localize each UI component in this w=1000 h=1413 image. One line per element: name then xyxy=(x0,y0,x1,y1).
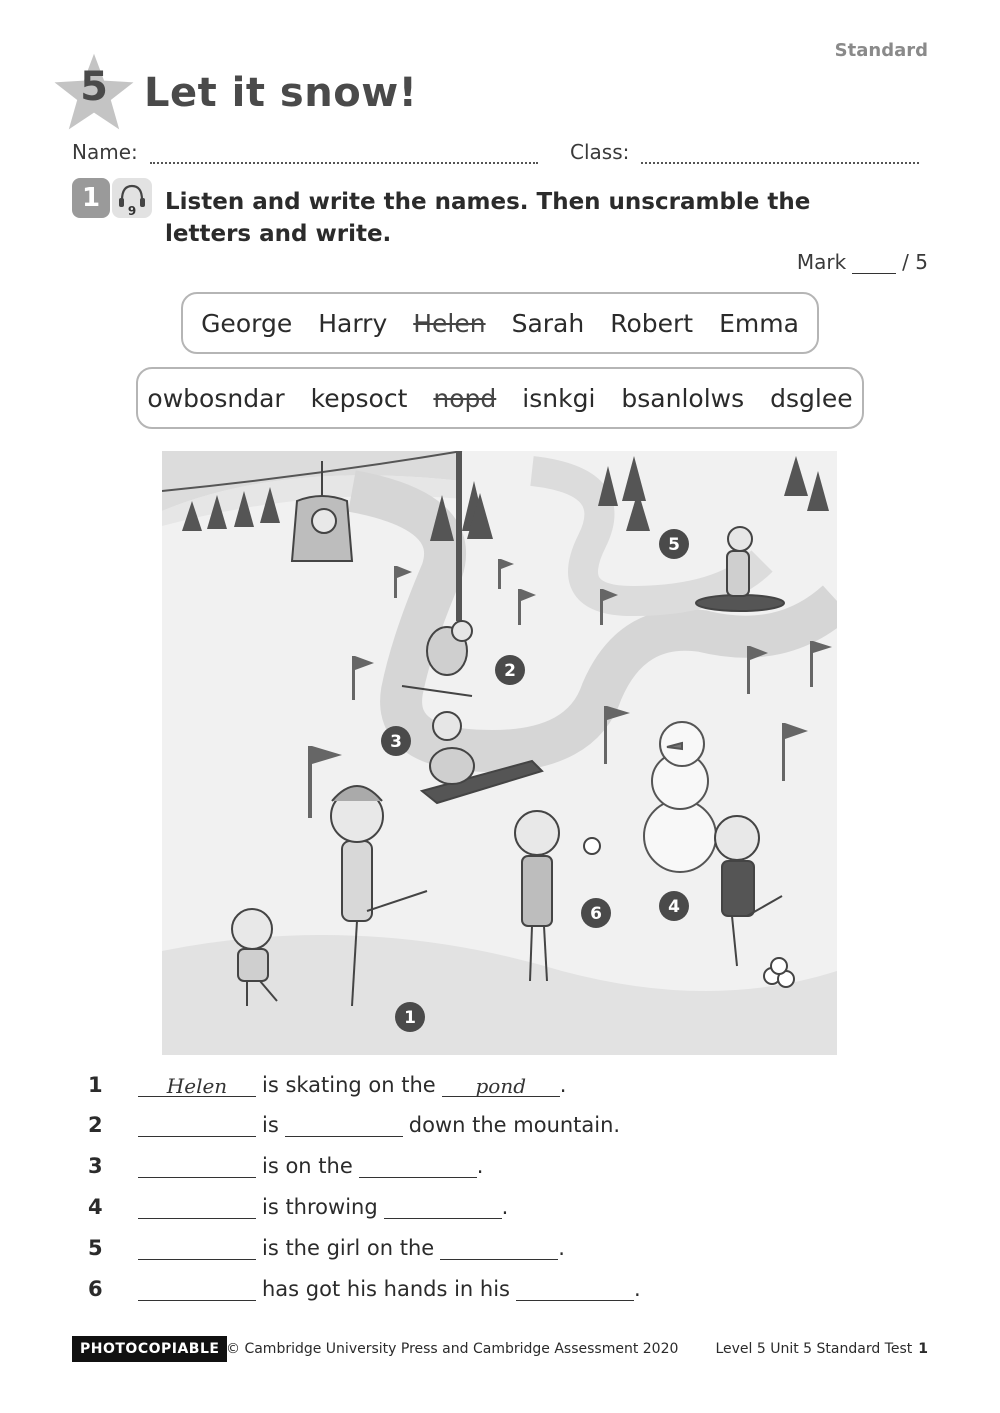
name-word: Emma xyxy=(719,308,799,338)
question-end: down the mountain. xyxy=(408,1113,621,1137)
handwritten-answer: Helen xyxy=(166,1074,228,1098)
question-end: . xyxy=(476,1154,484,1178)
name-word: Sarah xyxy=(511,308,585,338)
answer-blank[interactable] xyxy=(384,1194,502,1219)
question-text: is the girl on the xyxy=(262,1236,435,1260)
level-label: Standard xyxy=(834,40,928,61)
scrambled-word: isnkgi xyxy=(522,383,596,413)
answer-blank[interactable] xyxy=(516,1276,634,1301)
question-end: . xyxy=(633,1277,641,1301)
class-field[interactable] xyxy=(570,140,919,164)
photocopiable-badge: PHOTOCOPIABLE xyxy=(72,1336,227,1362)
scene-label-2: 2 xyxy=(504,661,516,681)
question-text: is skating on the xyxy=(262,1073,436,1097)
mark-field xyxy=(797,250,928,274)
answer-blank[interactable] xyxy=(442,1072,560,1097)
question-end: . xyxy=(559,1073,567,1097)
scrambled-word: dsglee xyxy=(770,383,853,413)
question-number: 6 xyxy=(88,1277,103,1301)
scrambled-word-box xyxy=(136,367,864,429)
snow-scene-illustration xyxy=(162,451,837,1055)
question-text: is xyxy=(262,1113,279,1137)
question-end: . xyxy=(501,1195,509,1219)
page-title: Let it snow! xyxy=(144,70,418,116)
scene-label-6: 6 xyxy=(590,904,602,924)
class-dotted-line[interactable] xyxy=(641,142,919,164)
scrambled-word: bsanlolws xyxy=(621,383,745,413)
answer-blank[interactable] xyxy=(138,1153,256,1178)
answer-blank[interactable] xyxy=(359,1153,477,1178)
question-text: has got his hands in his xyxy=(262,1277,510,1301)
question-number: 1 xyxy=(88,1073,103,1097)
question-number: 3 xyxy=(88,1154,103,1178)
question-number: 2 xyxy=(88,1113,103,1137)
answer-blank[interactable] xyxy=(138,1112,256,1137)
name-word: George xyxy=(201,308,293,338)
test-name: Level 5 Unit 5 Standard Test xyxy=(715,1341,913,1357)
question-number: 5 xyxy=(88,1236,103,1260)
page-number: 1 xyxy=(918,1341,928,1357)
test-label xyxy=(715,1341,928,1357)
answer-blank[interactable] xyxy=(285,1112,403,1137)
handwritten-answer: pond xyxy=(475,1074,526,1098)
mark-blank[interactable] xyxy=(852,255,896,274)
names-word-box xyxy=(181,292,819,354)
scene-label-5: 5 xyxy=(668,535,680,555)
question-row xyxy=(88,1276,641,1306)
question-row xyxy=(88,1072,566,1102)
track-number: 9 xyxy=(127,204,137,218)
name-field[interactable] xyxy=(72,140,538,164)
name-dotted-line[interactable] xyxy=(150,142,538,164)
scene-label-1: 1 xyxy=(404,1008,416,1028)
name-word: Helen xyxy=(413,308,486,338)
name-label: Name: xyxy=(72,140,138,164)
mark-total: / 5 xyxy=(902,250,928,274)
answer-blank[interactable] xyxy=(138,1276,256,1301)
copyright-text: © Cambridge University Press and Cambridge Assessment 2020 xyxy=(226,1341,679,1357)
name-word: Robert xyxy=(610,308,694,338)
scene-label-4: 4 xyxy=(668,897,680,917)
answer-blank[interactable] xyxy=(138,1194,256,1219)
question-row xyxy=(88,1194,508,1224)
question-text: is throwing xyxy=(262,1195,378,1219)
class-label: Class: xyxy=(570,140,630,164)
question-text: is on the xyxy=(262,1154,353,1178)
answer-blank[interactable] xyxy=(138,1072,256,1097)
question-number: 4 xyxy=(88,1195,103,1219)
question-end: . xyxy=(558,1236,565,1260)
question-row xyxy=(88,1112,626,1142)
scrambled-word: kepsoct xyxy=(310,383,408,413)
answer-blank[interactable] xyxy=(138,1235,256,1260)
exercise-number-badge: 1 xyxy=(72,178,110,218)
mark-label: Mark xyxy=(796,250,847,274)
scrambled-word: owbosndar xyxy=(147,383,285,413)
headphones-icon xyxy=(112,178,152,218)
question-row xyxy=(88,1153,483,1183)
exercise-instruction: Listen and write the names. Then unscramble the letters and write. xyxy=(165,189,811,247)
scrambled-word: nopd xyxy=(433,383,497,413)
unit-number: 5 xyxy=(80,64,108,110)
question-row xyxy=(88,1235,565,1265)
name-word: Harry xyxy=(318,308,388,338)
scene-label-3: 3 xyxy=(390,732,402,752)
page-footer xyxy=(72,1336,928,1364)
answer-blank[interactable] xyxy=(440,1235,558,1260)
